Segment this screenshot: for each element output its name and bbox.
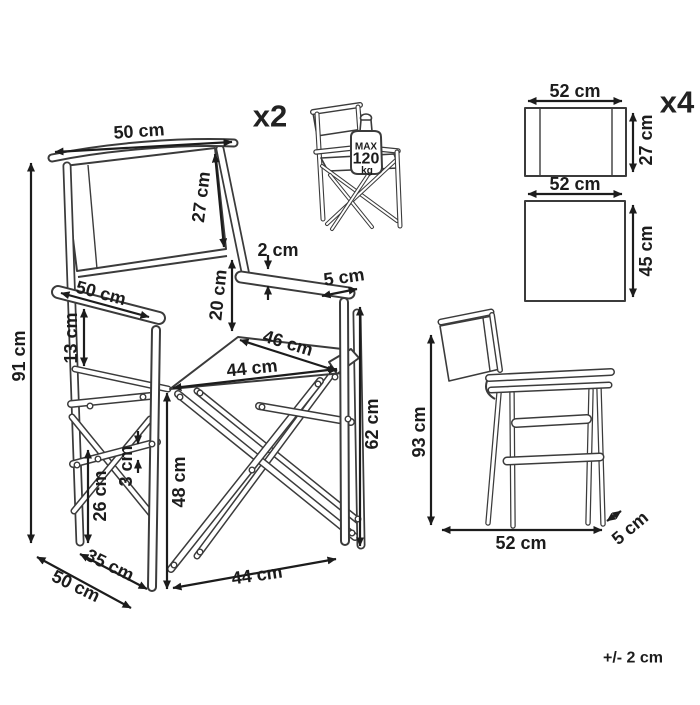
dim-seat-width-label: 44 cm: [225, 355, 279, 381]
dim-backrest-panel-height-label: 27 cm: [636, 114, 656, 166]
dim-folded-depth-label: 5 cm: [607, 507, 653, 549]
dim-backrest-to-seat: [205, 260, 232, 331]
dim-rear-leg-height-label: 62 cm: [362, 398, 382, 450]
dim-front-frame-height-label: 48 cm: [169, 456, 189, 508]
dim-backrest-panel-width: [528, 81, 622, 101]
dim-folded-width: [442, 530, 602, 553]
dim-seat-panel-height-label: 45 cm: [636, 225, 656, 277]
small-chair-drawing: [313, 105, 400, 229]
dim-back-width: [55, 119, 232, 152]
dim-folded-height-label: 93 cm: [409, 406, 429, 458]
dim-armrest-width-label: 5 cm: [322, 264, 366, 290]
dim-folded-height: [409, 335, 431, 525]
dim-base-diagonal-label: 50 cm: [48, 565, 104, 607]
dim-folded-width-label: 52 cm: [495, 533, 547, 553]
dim-seat-panel-height: [633, 205, 656, 297]
seat-panel: [525, 201, 625, 301]
tolerance-note: +/- 2 cm: [602, 649, 664, 667]
dim-base-side-depth-label: 35 cm: [82, 544, 138, 586]
dim-backrest-panel-height: [633, 113, 656, 172]
folded-chair-drawing: [440, 312, 611, 526]
max-load-label: MAX: [354, 141, 378, 153]
dim-backrest-height-label: 27 cm: [187, 170, 215, 224]
max-load-value: 120: [352, 150, 380, 168]
dim-armrest-thickness-label: 2 cm: [257, 240, 299, 260]
max-load-unit: kg: [361, 165, 373, 177]
weight-neck: [360, 120, 372, 131]
dim-seat-panel-width-label: 52 cm: [549, 174, 601, 194]
main-chair-quantity: x2: [252, 98, 288, 134]
dim-backrest-to-seat-label: 20 cm: [205, 268, 231, 322]
dim-total-height: [9, 163, 31, 543]
dim-armrest-length-label: 50 cm: [73, 276, 129, 310]
fabric-panels-drawing: [525, 108, 626, 301]
dim-seat-depth-label: 46 cm: [260, 325, 316, 361]
dim-folded-depth: [607, 507, 652, 549]
dim-base-front-width: [173, 559, 336, 588]
dim-armrest-to-seat: [61, 309, 84, 366]
dim-back-width-label: 50 cm: [112, 119, 166, 143]
dim-leg-lower-segment-label: 26 cm: [90, 470, 110, 522]
dim-armrest-to-seat-label: 13 cm: [61, 312, 81, 364]
dim-total-height-label: 91 cm: [9, 330, 29, 382]
dim-crossbar-thickness-label: 3 cm: [116, 445, 136, 487]
dim-backrest-panel-width-label: 52 cm: [549, 81, 601, 101]
fabric-panels-quantity: x4: [659, 84, 695, 120]
dim-base-front-width-label: 44 cm: [230, 561, 284, 589]
